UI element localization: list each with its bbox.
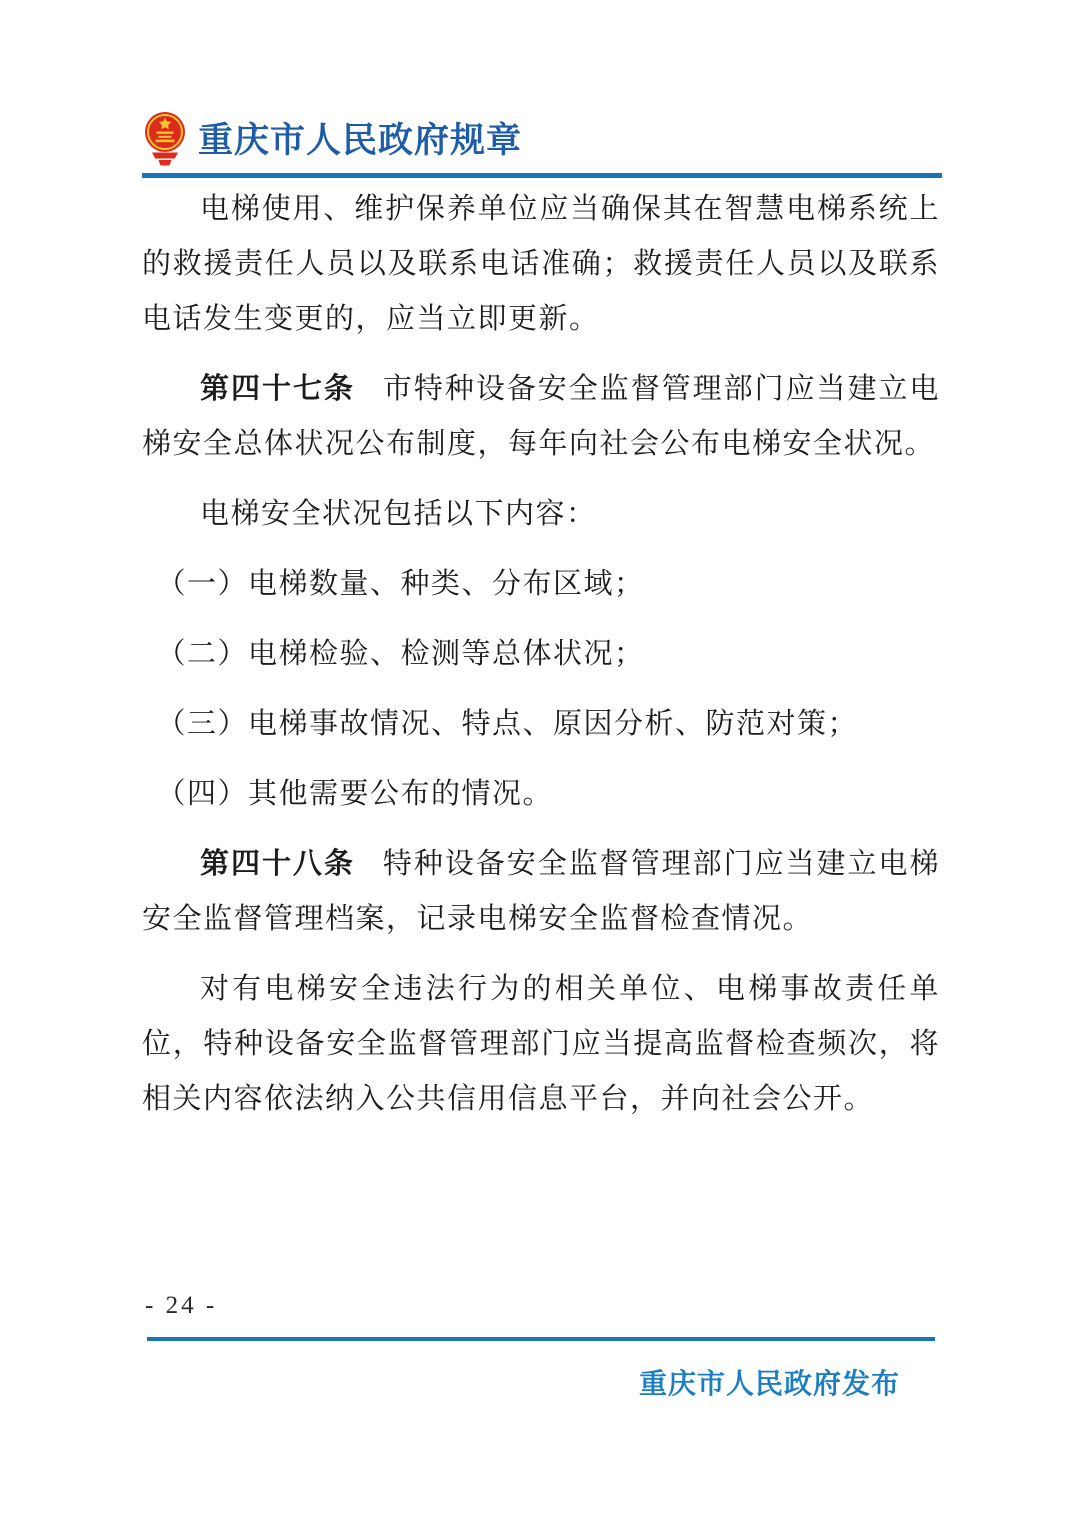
page-header — [142, 110, 522, 167]
list-item-1 — [142, 557, 940, 612]
page-number: - 24 - — [145, 1292, 218, 1319]
publisher-label: 重庆市人民政府发布 — [638, 1369, 900, 1400]
list-item-text: （三）电梯事故情况、特点、原因分析、防范对策； — [156, 708, 859, 740]
list-item-4 — [142, 767, 940, 822]
article-47-number: 第四十七条 — [200, 373, 355, 405]
paragraph-credit-platform — [142, 962, 940, 1127]
article-48-number: 第四十八条 — [200, 848, 355, 880]
paragraph-text: 电梯安全状况包括以下内容： — [200, 498, 597, 530]
paragraph-text: 市特种设备安全监督管理部门应当建立电梯安全总体状况公布制度，每年向社会公布电梯安全状况。 — [142, 373, 940, 460]
paragraph-text: 对有电梯安全违法行为的相关单位、电梯事故责任单位，特种设备安全监督管理部门应当提高监督检查频次，将相关内容依法纳入公共信用信息平台，并向社会公开。 — [142, 973, 940, 1115]
paragraph-safety-status-intro — [142, 487, 940, 542]
list-item-2 — [142, 627, 940, 682]
national-emblem-icon — [142, 110, 188, 167]
paragraph-article-47 — [142, 362, 940, 472]
list-item-text: （二）电梯检验、检测等总体状况； — [156, 638, 645, 670]
page-title: 重庆市人民政府规章 — [198, 121, 523, 160]
list-item-text: （一）电梯数量、种类、分布区域； — [156, 568, 645, 600]
paragraph-text: 特种设备安全监督管理部门应当建立电梯安全监督管理档案，记录电梯安全监督检查情况。 — [142, 848, 940, 935]
footer-divider — [147, 1337, 935, 1341]
list-item-text: （四）其他需要公布的情况。 — [156, 778, 554, 810]
document-body — [142, 182, 940, 1142]
header-divider — [142, 173, 942, 178]
paragraph-elevator-rescue-info — [142, 182, 940, 347]
list-item-3 — [142, 697, 940, 752]
paragraph-text: 电梯使用、维护保养单位应当确保其在智慧电梯系统上的救援责任人员以及联系电话准确；救援责任人员以及联系电话发生变更的，应当立即更新。 — [142, 193, 940, 335]
paragraph-article-48 — [142, 837, 940, 947]
